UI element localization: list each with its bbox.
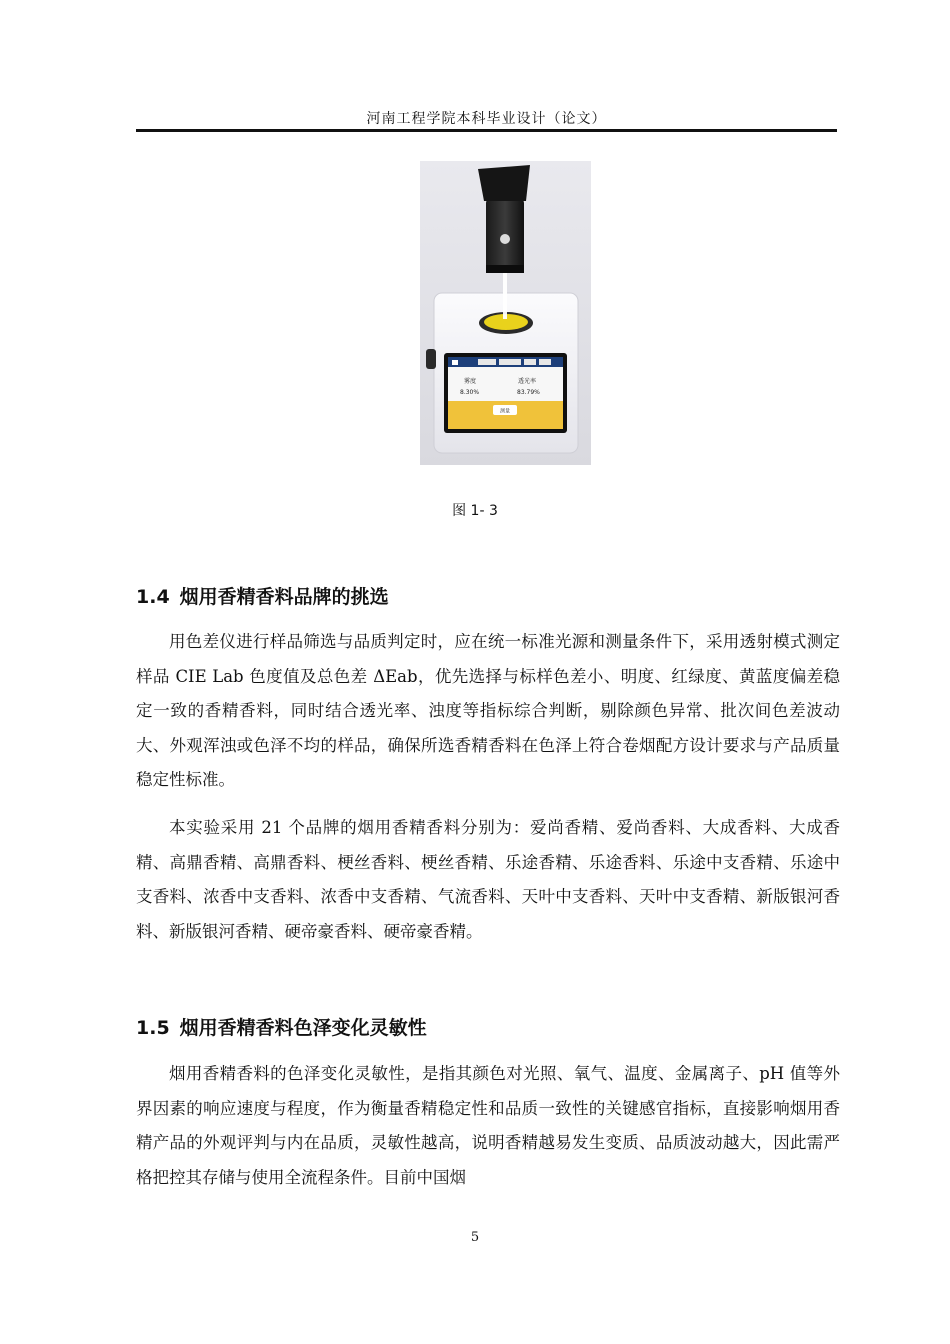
- metric-left-label: 雾度: [464, 378, 477, 385]
- metric-right-label: 透光率: [518, 378, 537, 385]
- running-header: 河南工程学院本科毕业设计（论文）: [366, 111, 607, 127]
- menu-icon: [452, 360, 458, 365]
- side-cable: [426, 349, 436, 369]
- metric-right-value: 83.79%: [517, 389, 540, 396]
- section-heading-1-5: [136, 1013, 427, 1040]
- metric-left-value: 8.30%: [460, 389, 480, 396]
- paragraph: 本实验采用 21 个品牌的烟用香精香料分别为：爱尚香精、爱尚香料、大成香料、大成香精、高鼎香精、高鼎香料、梗丝香料、梗丝香精、乐途香精、乐途香料、乐途中支香精、乐途中支香料、浓香中支香料、浓香中支香精、气流香料、天叶中支香料、天叶中支香精、新版银河香料、新版银河香精、硬帝豪香料、硬帝豪香精。: [136, 818, 840, 941]
- light-beam: [503, 271, 507, 319]
- paragraph: 烟用香精香料的色泽变化灵敏性，是指其颜色对光照、氧气、温度、金属离子、pH 值等外界因素的响应速度与程度，作为衡量香精稳定性和品质一致性的关键感官指标，直接影响烟用香精产品的外观评判与内在品质，灵敏性越高，说明香精越易发生变质、品质波动越大，因此需严格把控其存储与使用全流程条件。目前中国烟: [136, 1064, 840, 1187]
- section-number: 1.4: [136, 586, 170, 608]
- page-number: 5: [470, 1230, 480, 1245]
- screen-tab: [499, 359, 521, 365]
- paragraph: 用色差仪进行样品筛选与品质判定时，应在统一标准光源和测量条件下，采用透射模式测定样品 CIE Lab 色度值及总色差 ΔEab，优先选择与标样色差小、明度、红绿度、黄蓝度偏差稳定一致的香精香料，同时结合透光率、浊度等指标综合判断，剔除颜色异常、批次间色差波动大、外观浑浊或色泽不均的样品，确保所选香精香料在色泽上符合卷烟配方设计要求与产品质量稳定性标准。: [136, 632, 840, 790]
- figure-caption: 图 1- 3: [452, 503, 498, 519]
- header-rule: [136, 129, 837, 132]
- screen-tab: [539, 359, 551, 365]
- section-title: 烟用香精香料品牌的挑选: [179, 586, 389, 608]
- colorimeter-photo: [420, 161, 591, 465]
- measuring-head: [478, 165, 530, 201]
- screen-tab: [478, 359, 496, 365]
- column-base: [486, 265, 524, 273]
- section-title: 烟用香精香料色泽变化灵敏性: [179, 1017, 427, 1039]
- logo-icon: [500, 234, 510, 244]
- section-heading-1-4: [136, 582, 389, 609]
- screen-tab-buttons: [478, 359, 551, 365]
- section-number: 1.5: [136, 1017, 170, 1039]
- screen-tab: [524, 359, 536, 365]
- measure-button-label: 测量: [500, 408, 511, 415]
